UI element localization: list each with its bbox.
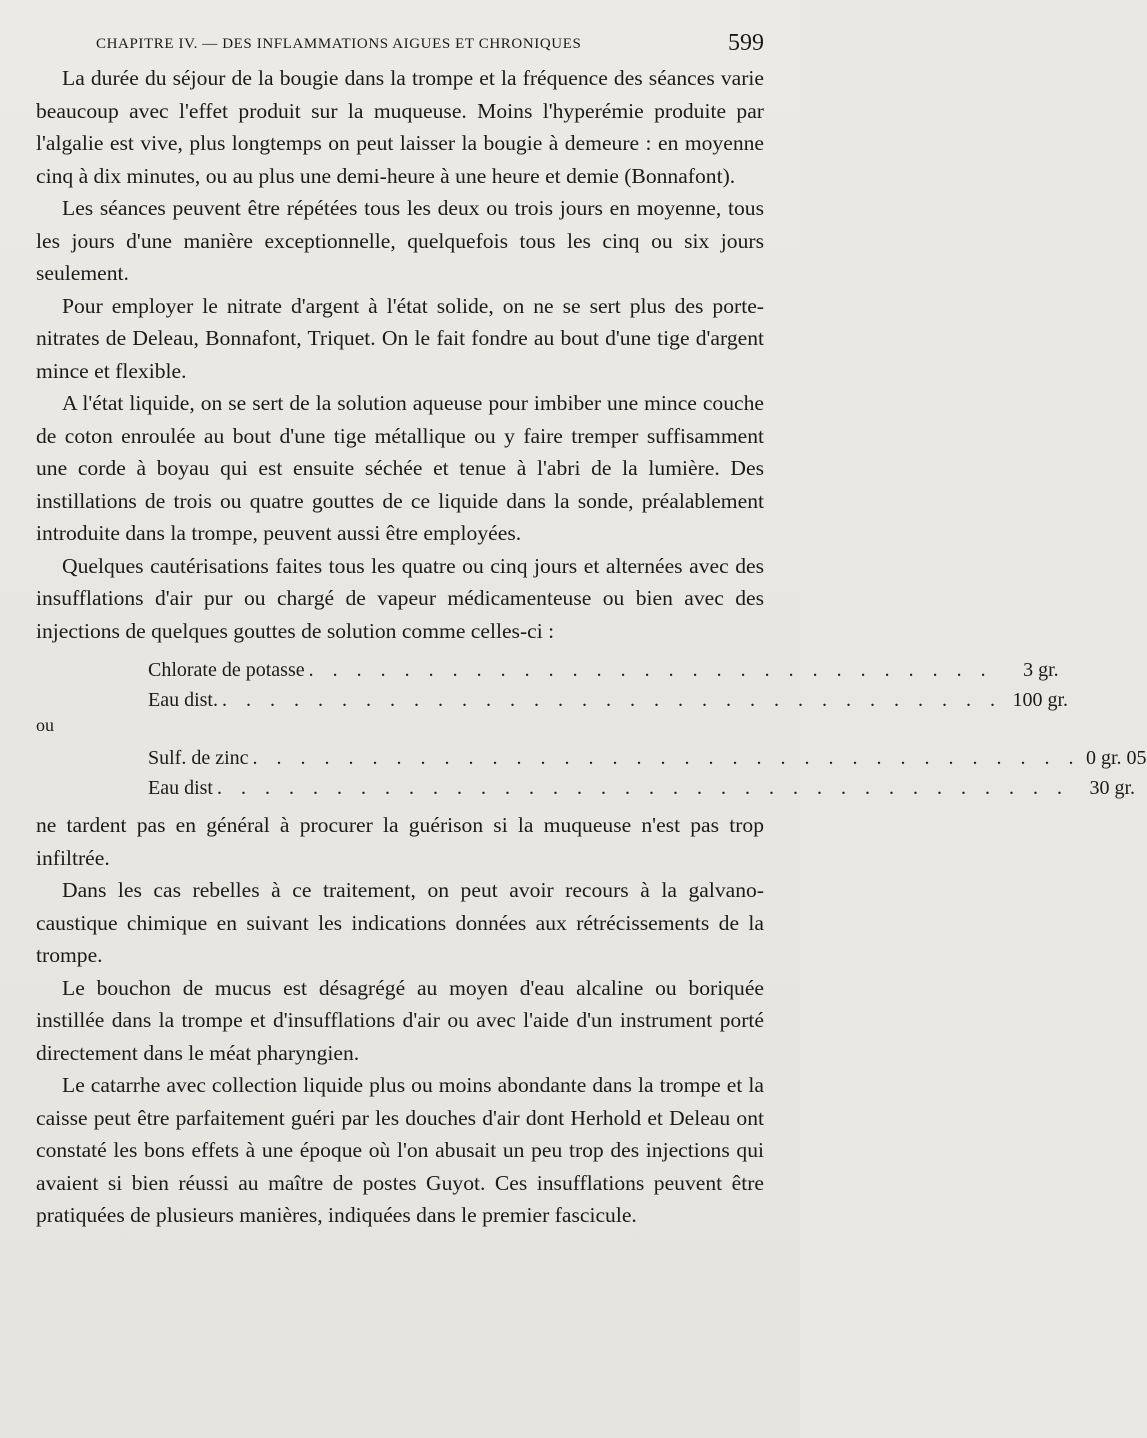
leader-dots: . . . . . . . . . . . . . . . . . . . . . . . . . . . . .	[308, 659, 993, 681]
paragraph: Pour employer le nitrate d'argent à l'état solide, on ne se sert plus des porte-nitrates de Deleau, Bonnafont, Triquet. On le fait fondre au bout d'une tige d'argent mince et flexible.	[36, 293, 764, 383]
prescription-line	[148, 773, 1135, 803]
paragraph: Le bouchon de mucus est désagrégé au moyen d'eau alcaline ou boriquée instillée dans la trompe et d'insufflations d'air ou avec l'aide d'un instrument porté directement dans le méat pharyngien.	[36, 975, 764, 1065]
running-head: CHAPITRE IV. — DES INFLAMMATIONS AIGUES ET CHRONIQUES	[96, 36, 582, 52]
or-separator: ou	[36, 715, 54, 735]
prescription-list	[36, 655, 1147, 803]
leader-dots: . . . . . . . . . . . . . . . . . . . . . . . . . . . . . . . . .	[222, 689, 1002, 711]
ingredient-amount: 30 gr.	[1089, 777, 1135, 799]
paragraph: La durée du séjour de la bougie dans la trompe et la fréquence des séances varie beaucoup avec l'effet produit sur la muqueuse. Moins l'hyperémie produite par l'algalie est vive, plus longtemps on peut laisser la bougie à demeure : en moyenne cinq à dix minutes, ou au plus une demi-heure à une heure et demie (Bonnafont).	[36, 66, 764, 188]
ingredient-name: Eau dist	[148, 777, 213, 799]
paragraph: Le catarrhe avec collection liquide plus ou moins abondante dans la trompe et la caisse peut être parfaitement guéri par les douches d'air dont Herhold et Deleau ont constaté les bons effets à une époque où l'on abusait un peu trop des injections qui avaient si bien réussi au maître de postes Guyot. Ces insufflations peuvent être pratiquées de plusieurs manières, indiquées dans le premier fascicule.	[36, 1073, 764, 1227]
paragraph-continuation: ne tardent pas en général à procurer la guérison si la muqueuse n'est pas trop infiltrée.	[36, 813, 764, 870]
ingredient-amount: 3 gr.	[1023, 659, 1059, 681]
ingredient-name: Eau dist.	[148, 689, 218, 711]
paragraph: Les séances peuvent être répétées tous les deux ou trois jours en moyenne, tous les jours d'une manière exceptionnelle, quelquefois tous les cinq ou six jours seulement.	[36, 196, 764, 285]
prescription-line	[148, 685, 1068, 715]
ingredient-amount: 100 gr.	[1012, 689, 1068, 711]
ingredient-amount: 0 gr. 05	[1085, 747, 1147, 769]
page-header	[36, 30, 764, 62]
leader-dots: . . . . . . . . . . . . . . . . . . . . . . . . . . . . . . . . . . .	[252, 747, 1081, 769]
body-text	[36, 62, 1147, 1232]
ingredient-name: Chlorate de potasse	[148, 659, 305, 681]
prescription-line	[148, 655, 1059, 685]
paragraph: A l'état liquide, on se sert de la solution aqueuse pour imbiber une mince couche de coton enroulée au bout d'une tige métallique ou y faire tremper suffisamment une corde à boyau qui est ensuite séchée et tenue à l'abri de la lumière. Des instillations de trois ou quatre gouttes de ce liquide dans la sonde, préalablement introduite dans la trompe, peuvent aussi être employées.	[36, 391, 764, 545]
page-number: 599	[728, 30, 764, 56]
ingredient-name: Sulf. de zinc	[148, 747, 249, 769]
paragraph: Dans les cas rebelles à ce traitement, on peut avoir recours à la galvano-caustique chimique en suivant les indications données aux rétrécissements de la trompe.	[36, 878, 764, 967]
prescription-line	[148, 743, 1147, 773]
leader-dots: . . . . . . . . . . . . . . . . . . . . . . . . . . . . . . . . . . . .	[217, 777, 1069, 799]
paragraph: Quelques cautérisations faites tous les quatre ou cinq jours et alternées avec des insufflations d'air pur ou chargé de vapeur médicamenteuse ou bien avec des injections de quelques gouttes de solution comme celles-ci :	[36, 553, 764, 643]
